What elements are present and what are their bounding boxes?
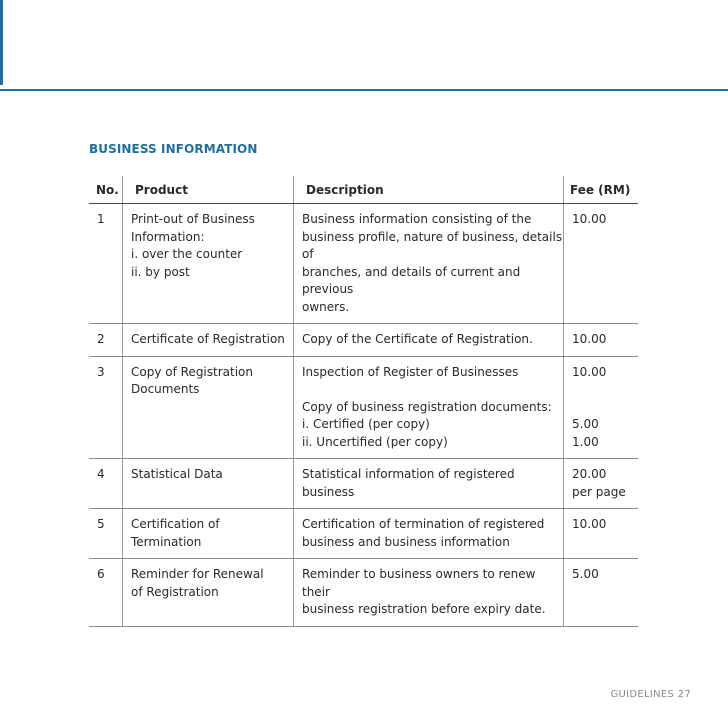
row-description-line: business profile, nature of business, details of <box>302 229 563 261</box>
row-number: 4 <box>97 467 105 481</box>
left-accent-bar <box>0 0 3 85</box>
row-fee <box>563 357 638 459</box>
row-description <box>293 357 563 459</box>
row-product-line: Information: <box>131 229 205 244</box>
row-description-line: ii. Uncertified (per copy) <box>302 434 448 449</box>
row-fee <box>563 459 638 508</box>
row-description <box>293 509 563 558</box>
row-description-line: Reminder to business owners to renew their <box>302 567 536 599</box>
row-fee <box>563 559 638 626</box>
row-product-line: Reminder for Renewal <box>131 567 264 581</box>
row-product <box>122 559 293 626</box>
row-fee <box>563 204 638 323</box>
table-row <box>89 559 638 627</box>
row-description-line: owners. <box>302 299 350 314</box>
row-fee-line: 10.00 <box>572 212 607 226</box>
row-fee-line: 1.00 <box>572 434 599 449</box>
row-fee-line <box>572 381 638 399</box>
header-description: Description <box>293 176 563 203</box>
table-row <box>89 324 638 357</box>
row-product-line: Print-out of Business <box>131 212 255 226</box>
row-product <box>122 459 293 508</box>
row-description-line <box>302 381 563 399</box>
row-product <box>122 204 293 323</box>
row-fee-line: 10.00 <box>572 364 607 379</box>
row-description-line: Inspection of Register of Businesses <box>302 364 519 379</box>
table-row <box>89 509 638 559</box>
row-fee <box>563 324 638 356</box>
row-product <box>122 357 293 459</box>
row-product-line: ii. by post <box>131 264 190 279</box>
row-fee-line: 10.00 <box>572 332 607 346</box>
row-fee-line: 5.00 <box>572 567 599 581</box>
row-description-line: i. Certified (per copy) <box>302 417 430 431</box>
row-description-line: Business information consisting of the <box>302 212 532 226</box>
table-row <box>89 357 638 460</box>
row-fee <box>563 509 638 558</box>
header-rule <box>0 89 728 91</box>
row-description <box>293 559 563 626</box>
row-fee-line: per page <box>572 484 626 499</box>
row-description <box>293 204 563 323</box>
header-no: No. <box>96 183 119 197</box>
row-description-line: Copy of the Certificate of Registration. <box>302 332 533 346</box>
row-product-line: Certificate of Registration <box>131 332 285 346</box>
row-description <box>293 459 563 508</box>
row-product <box>122 324 293 356</box>
row-product-line: of Registration <box>131 584 219 599</box>
row-description-line: Statistical information of registered business <box>302 467 515 499</box>
section-title: BUSINESS INFORMATION <box>89 142 258 156</box>
row-product-line: i. over the counter <box>131 247 243 261</box>
row-fee-line <box>572 399 638 417</box>
row-product-line: Copy of Registration <box>131 364 253 379</box>
row-product-line: Certification of Termination <box>131 517 220 549</box>
row-description-line: business registration before expiry date. <box>302 602 546 616</box>
page-footer: GUIDELINES 27 <box>610 689 691 700</box>
row-number: 3 <box>97 364 105 379</box>
row-description-line: branches, and details of current and previous <box>302 264 521 296</box>
row-description-line: Certification of termination of registered <box>302 517 545 531</box>
row-number: 2 <box>97 332 105 346</box>
fee-table <box>89 176 638 627</box>
row-fee-line: 5.00 <box>572 417 599 431</box>
table-header-row <box>89 176 638 204</box>
row-description <box>293 324 563 356</box>
row-number: 6 <box>97 567 105 581</box>
row-number: 1 <box>97 212 105 226</box>
row-product <box>122 509 293 558</box>
header-product: Product <box>122 176 293 203</box>
row-description-line: Copy of business registration documents: <box>302 399 552 414</box>
table-row <box>89 204 638 324</box>
table-row <box>89 459 638 509</box>
header-fee: Fee (RM) <box>563 176 638 203</box>
row-fee-line: 20.00 <box>572 467 607 481</box>
row-product-line: Documents <box>131 382 200 396</box>
row-fee-line: 10.00 <box>572 517 607 531</box>
row-description-line: business and business information <box>302 534 510 549</box>
table-body <box>89 204 638 627</box>
row-number: 5 <box>97 517 105 531</box>
row-product-line: Statistical Data <box>131 467 223 481</box>
